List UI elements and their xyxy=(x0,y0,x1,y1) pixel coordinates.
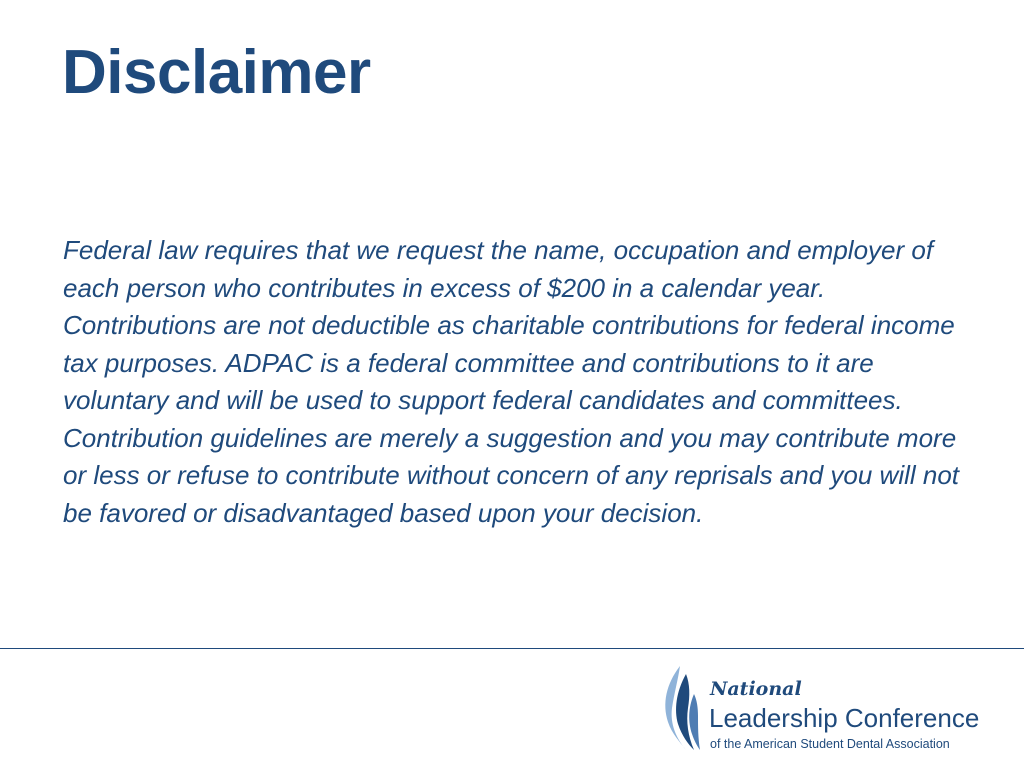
logo-name: Leadership Conference xyxy=(709,703,980,733)
flame-icon xyxy=(656,664,702,754)
logo-national: National xyxy=(710,678,802,700)
conference-logo xyxy=(656,664,1006,756)
footer-divider xyxy=(0,648,1024,649)
logo-subtitle: of the American Student Dental Association xyxy=(710,737,950,751)
disclaimer-text: Federal law requires that we request the name, occupation and employer of each person who contributes in excess of $200 in a calendar year. Contributions are not deductible as charitable contributions for federal income tax purposes. ADPAC is a federal committee and contributions to it are voluntary and will be used to support federal candidates and committees. Contribution guidelines are merely a suggestion and you may contribute more or less or refuse to contribute without concern of any reprisals and you will not be favored or disadvantaged based upon your decision. xyxy=(63,235,960,528)
slide-title: Disclaimer xyxy=(62,38,371,107)
